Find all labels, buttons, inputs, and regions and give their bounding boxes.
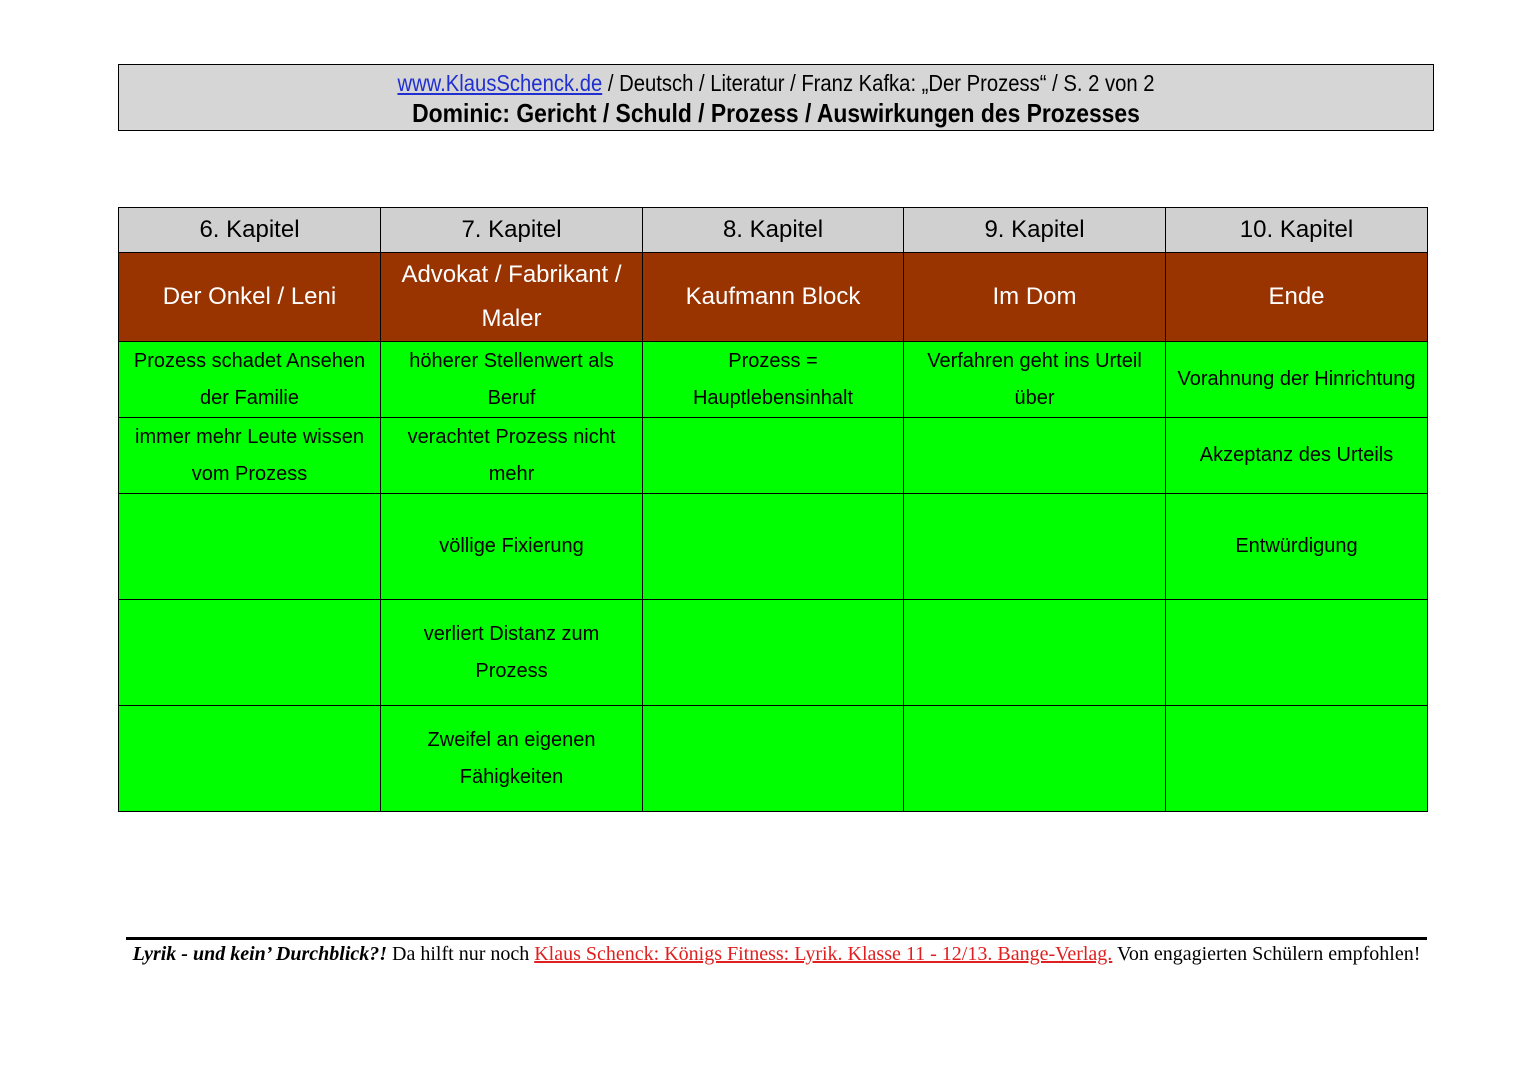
table-cell: Prozess schadet Ansehen der Familie xyxy=(119,342,381,418)
footer-text: Von engagierten Schülern empfohlen! xyxy=(1112,943,1421,965)
table-cell: höherer Stellenwert als Beruf xyxy=(381,342,643,418)
table-cell: Akzeptanz des Urteils xyxy=(1166,418,1428,494)
chapter-heading: 10. Kapitel xyxy=(1166,208,1428,253)
page-footer xyxy=(126,942,1427,967)
header-path: / Deutsch / Literatur / Franz Kafka: „Der Prozess“ / S. 2 von 2 xyxy=(602,70,1155,96)
table-cell xyxy=(119,706,381,812)
chapter-title: Ende xyxy=(1166,253,1428,342)
table-row xyxy=(119,706,1428,812)
chapter-header-row xyxy=(119,208,1428,253)
table-cell: verachtet Prozess nicht mehr xyxy=(381,418,643,494)
table-cell xyxy=(643,418,904,494)
table-cell: Zweifel an eigenen Fähigkeiten xyxy=(381,706,643,812)
table-cell xyxy=(119,494,381,600)
table-cell xyxy=(119,600,381,706)
chapter-title: Kaufmann Block xyxy=(643,253,904,342)
table-cell xyxy=(1166,600,1428,706)
header-breadcrumb xyxy=(198,65,1354,98)
table-cell: verliert Distanz zum Prozess xyxy=(381,600,643,706)
page-header xyxy=(118,64,1434,131)
table-cell xyxy=(904,706,1166,812)
footer-text: Da hilft nur noch xyxy=(387,943,535,965)
table-cell xyxy=(643,600,904,706)
chapter-heading: 8. Kapitel xyxy=(643,208,904,253)
footer-divider xyxy=(126,937,1427,940)
chapter-heading: 6. Kapitel xyxy=(119,208,381,253)
table-row xyxy=(119,600,1428,706)
chapter-heading: 7. Kapitel xyxy=(381,208,643,253)
table-row xyxy=(119,494,1428,600)
table-cell xyxy=(904,418,1166,494)
website-link[interactable]: www.KlausSchenck.de xyxy=(397,70,603,96)
table-cell: Vorahnung der Hinrichtung xyxy=(1166,342,1428,418)
table-row xyxy=(119,342,1428,418)
chapter-table xyxy=(118,207,1428,812)
table-cell xyxy=(643,706,904,812)
page-title: Dominic: Gericht / Schuld / Prozess / Auswirkungen des Prozesses xyxy=(412,98,1140,128)
table-cell: immer mehr Leute wissen vom Prozess xyxy=(119,418,381,494)
chapter-title: Im Dom xyxy=(904,253,1166,342)
chapter-title: Advokat / Fabrikant / Maler xyxy=(381,253,643,342)
table-cell: Entwürdigung xyxy=(1166,494,1428,600)
table-cell xyxy=(904,600,1166,706)
footer-tagline: Lyrik - und kein’ Durchblick?! xyxy=(132,943,388,965)
chapter-title-row xyxy=(119,253,1428,342)
chapter-title: Der Onkel / Leni xyxy=(119,253,381,342)
table-cell xyxy=(643,494,904,600)
table-cell xyxy=(1166,706,1428,812)
table-row xyxy=(119,418,1428,494)
chapter-heading: 9. Kapitel xyxy=(904,208,1166,253)
table-cell: Verfahren geht ins Urteil über xyxy=(904,342,1166,418)
table-cell xyxy=(904,494,1166,600)
table-cell: Prozess = Hauptlebensinhalt xyxy=(643,342,904,418)
table-cell: völlige Fixierung xyxy=(381,494,643,600)
book-link[interactable]: Klaus Schenck: Königs Fitness: Lyrik. Klasse 11 - 12/13. Bange-Verlag. xyxy=(534,943,1113,965)
